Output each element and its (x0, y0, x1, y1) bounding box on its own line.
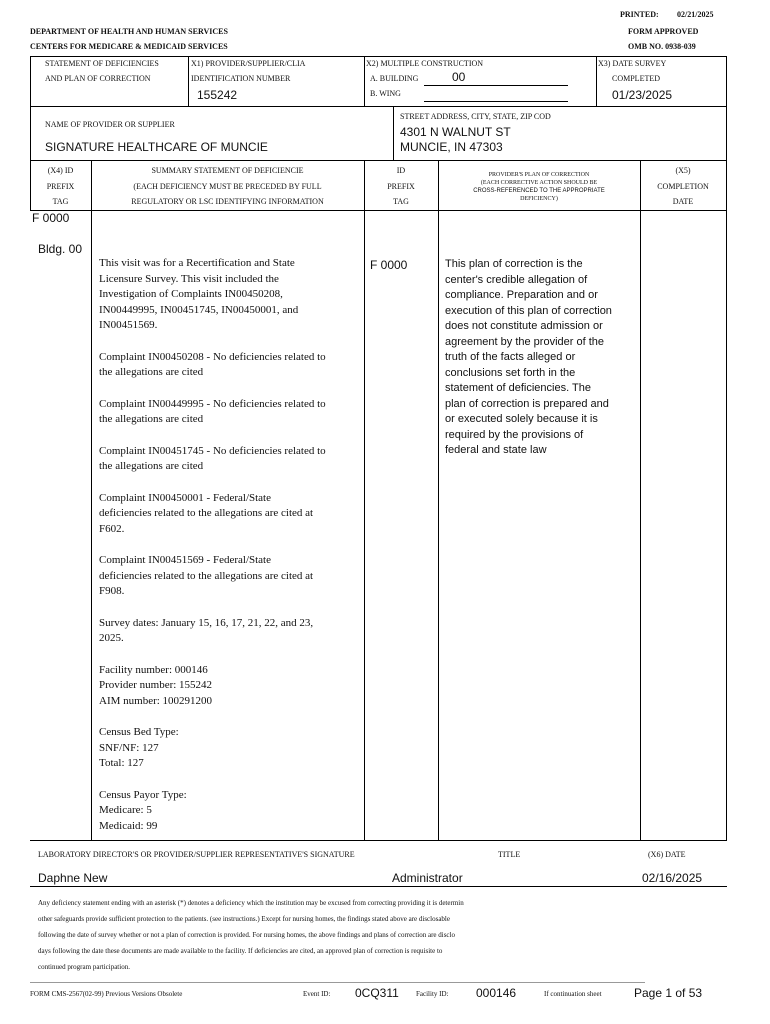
summary-header-3: REGULATORY OR LSC IDENTIFYING INFORMATION (131, 197, 324, 206)
header-divider-1 (188, 56, 189, 106)
event-id: 0CQ311 (355, 986, 399, 1000)
poc-header-1: PROVIDER'S PLAN OF CORRECTION (488, 172, 590, 178)
poc-header-2: (EACH CORRECTIVE ACTION SHOULD BE (480, 180, 598, 186)
plan-of-correction: This plan of correction is the center's credible allegation of compliance. Preparation and or execution of this plan of correction does not constitute admission or agreement by the provider of the truth of the facts alleged or conclusions set forth in the statement of deficiencies. The plan of correction is prepared and or executed solely because it is required by the provisions of federal and state law (445, 258, 612, 456)
printed-date: 02/21/2025 (677, 10, 714, 19)
summary-header-2: (EACH DEFICIENCY MUST BE PRECEDED BY FULL (133, 182, 322, 191)
x2-label: X2) MULTIPLE CONSTRUCTION (366, 59, 484, 68)
summary-paragraph: Complaint IN00451569 - Federal/State deficiencies related to the allegations are cited at F908. (99, 554, 314, 597)
signature-top-border (30, 840, 727, 841)
provider-id-value: 155242 (197, 88, 238, 102)
page-number: Page 1 of 53 (634, 986, 703, 1000)
provider-name-label: NAME OF PROVIDER OR SUPPLIER (45, 120, 175, 129)
prefix-tag-right: F 0000 (370, 258, 408, 272)
summary-paragraph: Complaint IN00450208 - No deficiencies related to the allegations are cited (99, 350, 326, 378)
x1-label-2: IDENTIFICATION NUMBER (191, 74, 291, 83)
header-divider-2 (364, 56, 365, 106)
poc-header-3: CROSS-REFERENCED TO THE APPROPRIATE (473, 188, 605, 194)
col-border-1 (91, 160, 92, 840)
x5-header-1: (X5) (675, 166, 691, 175)
statement-label-2: AND PLAN OF CORRECTION (45, 74, 151, 83)
wing-underline (424, 101, 568, 102)
provider-name: SIGNATURE HEALTHCARE OF MUNCIE (45, 140, 268, 154)
continuation-label: If continuation sheet (544, 990, 602, 998)
header-left-border (30, 56, 31, 160)
header-top-border (30, 56, 727, 57)
date-label: (X6) DATE (648, 850, 686, 859)
agency-line2: CENTERS FOR MEDICARE & MEDICAID SERVICES (30, 42, 228, 51)
summary-paragraph: Complaint IN00449995 - No deficiencies related to the allegations are cited (99, 397, 326, 425)
signer-title: Administrator (392, 871, 463, 885)
prefix-tag-left: F 0000 (32, 211, 70, 225)
facility-id: 000146 (476, 986, 517, 1000)
header-right-border (726, 56, 727, 160)
summary-paragraph: Facility number: 000146 Provider number: 155242 AIM number: 100291200 (99, 663, 213, 707)
id-header-2: PREFIX (387, 182, 415, 191)
col-border-4 (640, 160, 641, 840)
x4-header-3: TAG (52, 197, 69, 206)
building-underline (424, 85, 568, 86)
header-divider-4 (393, 106, 394, 160)
x4-header-1: (X4) ID (47, 166, 74, 175)
summary-paragraph: Complaint IN00451745 - No deficiencies related to the allegations are cited (99, 444, 326, 472)
form-approved: FORM APPROVED (628, 27, 699, 36)
x3-label: X3) DATE SURVEY (598, 59, 667, 68)
id-header-1: ID (396, 166, 406, 175)
columns-bottom-border (30, 210, 727, 211)
summary-paragraph: Census Payor Type: Medicare: 5 Medicaid: 99 (99, 788, 187, 832)
building-tag: Bldg. 00 (38, 242, 83, 256)
summary-paragraph: Complaint IN00450001 - Federal/State deficiencies related to the allegations are cited at F602. (99, 491, 314, 535)
x3-label-2: COMPLETED (612, 74, 660, 83)
signer-name: Daphne New (38, 871, 108, 885)
facility-id-label: Facility ID: (416, 990, 449, 998)
address-label: STREET ADDRESS, CITY, STATE, ZIP COD (400, 112, 551, 121)
wing-label: B. WING (370, 89, 401, 98)
summary-header-1: SUMMARY STATEMENT OF DEFICIENCIE (151, 166, 304, 175)
survey-completed-date: 01/23/2025 (612, 88, 673, 102)
header-divider-3 (596, 56, 597, 106)
footer-rule (30, 982, 645, 983)
event-id-label: Event ID: (303, 990, 331, 998)
x5-header-2: COMPLETION (657, 182, 709, 191)
header-bottom-border (30, 160, 727, 161)
signature-label: LABORATORY DIRECTOR'S OR PROVIDER/SUPPLIER REPRESENTATIVE'S SIGNATURE (38, 850, 355, 859)
col-border-right (726, 160, 727, 840)
printed-label: PRINTED: (620, 10, 659, 19)
form-number: FORM CMS-2567(02-99) Previous Versions Obsolete (30, 990, 183, 998)
signature-bottom-border (30, 886, 727, 887)
building-value: 00 (452, 70, 466, 84)
address-line2: MUNCIE, IN 47303 (400, 140, 503, 154)
id-header-3: TAG (393, 197, 409, 206)
poc-header-4: DEFICIENCY) (520, 196, 558, 202)
col-border-3 (438, 160, 439, 840)
title-label: TITLE (498, 850, 521, 859)
summary-paragraph: This visit was for a Recertification and State Licensure Survey. This visit included the Investigation of Complaints IN00450208, IN00449995, IN00451745, IN00450001, and IN00451569. (99, 257, 299, 331)
disclaimer: Any deficiency statement ending with an asterisk (*) denotes a deficiency which the institution may be excused from correcting providing it is determin other safeguards provide sufficient protection to the patients. (see instructions.) Except for nursing homes, the findings stated above are disclosable following the date of survey whether or not a plan of correction is provided. For nursing homes, the above findings and plans of correction are disclo days following the date these documents are made available to the facility. If deficiencies are cited, an approved plan of correction is requisite to continued program participation. (38, 899, 464, 971)
deficiency-summary (99, 256, 361, 850)
omb-number: OMB NO. 0938-039 (628, 42, 696, 51)
signature-date: 02/16/2025 (642, 871, 703, 885)
header-mid-border (30, 106, 727, 107)
summary-paragraph: Survey dates: January 15, 16, 17, 21, 22, and 23, 2025. (99, 616, 314, 644)
agency-line1: DEPARTMENT OF HEALTH AND HUMAN SERVICES (30, 27, 228, 36)
statement-label-1: STATEMENT OF DEFICIENCIES (45, 59, 159, 68)
summary-paragraph: Census Bed Type: SNF/NF: 127 Total: 127 (99, 726, 179, 769)
col-border-2 (364, 160, 365, 840)
building-label: A. BUILDING (370, 74, 419, 83)
x4-header-2: PREFIX (46, 182, 75, 191)
address-line1: 4301 N WALNUT ST (400, 125, 511, 139)
x1-label-1: X1) PROVIDER/SUPPLIER/CLIA (191, 59, 306, 68)
x5-header-3: DATE (672, 197, 694, 206)
